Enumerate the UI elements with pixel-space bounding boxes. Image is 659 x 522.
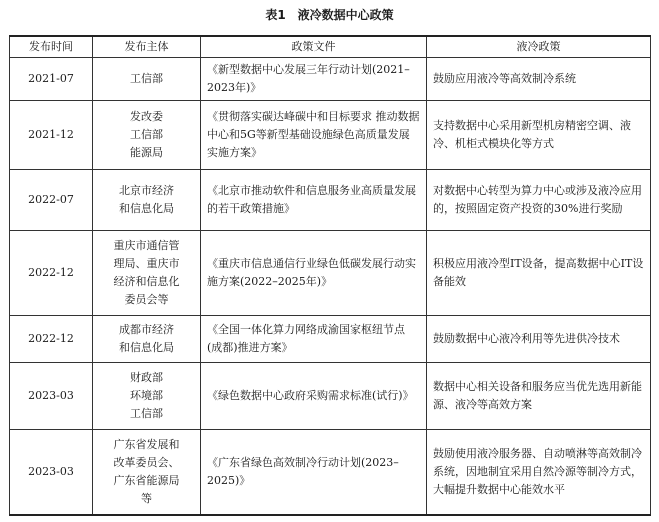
cell-document: 《贯彻落实碳达峰碳中和目标要求 推动数据中心和5G等新型基础设施绿色高质量发展实施方案》 [201,101,427,170]
cell-policy: 鼓励应用液冷等高效制冷系统 [427,58,651,101]
cell-issuer: 重庆市通信管 理局、重庆市 经济和信息化 委员会等 [93,231,201,316]
cell-issuer: 北京市经济 和信息化局 [93,170,201,231]
header-issuer: 发布主体 [93,36,201,58]
table-row [10,430,651,516]
cell-date: 2023-03 [10,430,93,516]
cell-policy: 鼓励使用液冷服务器、自动喷淋等高效制冷系统，因地制宜采用自然冷源等制冷方式，大幅提升数据中心能效水平 [427,430,651,516]
cell-date: 2022-12 [10,316,93,363]
cell-issuer: 成都市经济 和信息化局 [93,316,201,363]
table-row [10,58,651,101]
cell-policy: 对数据中心转型为算力中心或涉及液冷应用的，按照固定资产投资的30%进行奖励 [427,170,651,231]
table-row [10,363,651,430]
cell-issuer: 财政部 环境部 工信部 [93,363,201,430]
policy-table [9,35,651,516]
table-row [10,316,651,363]
cell-issuer: 发改委 工信部 能源局 [93,101,201,170]
cell-document: 《重庆市信息通信行业绿色低碳发展行动实施方案(2022–2025年)》 [201,231,427,316]
table-caption: 表1 液冷数据中心政策 [265,8,394,22]
cell-document: 《全国一体化算力网络成渝国家枢纽节点(成都)推进方案》 [201,316,427,363]
cell-date: 2021-12 [10,101,93,170]
header-policy: 液冷政策 [427,36,651,58]
cell-date: 2022-07 [10,170,93,231]
table-header-row [10,36,651,58]
cell-policy: 数据中心相关设备和服务应当优先选用新能源、液冷等高效方案 [427,363,651,430]
table-row [10,101,651,170]
cell-date: 2022-12 [10,231,93,316]
cell-date: 2023-03 [10,363,93,430]
cell-document: 《新型数据中心发展三年行动计划(2021–2023年)》 [201,58,427,101]
header-date: 发布时间 [10,36,93,58]
cell-document: 《广东省绿色高效制冷行动计划(2023–2025)》 [201,430,427,516]
cell-issuer: 工信部 [93,58,201,101]
table-row [10,231,651,316]
table-row [10,170,651,231]
cell-policy: 积极应用液冷型IT设备，提高数据中心IT设备能效 [427,231,651,316]
cell-issuer: 广东省发展和 改革委员会、 广东省能源局 等 [93,430,201,516]
header-document: 政策文件 [201,36,427,58]
cell-document: 《北京市推动软件和信息服务业高质量发展的若干政策措施》 [201,170,427,231]
cell-policy: 支持数据中心采用新型机房精密空调、液冷、机柜式模块化等方式 [427,101,651,170]
cell-document: 《绿色数据中心政府采购需求标准(试行)》 [201,363,427,430]
cell-policy: 鼓励数据中心液冷利用等先进供冷技术 [427,316,651,363]
cell-date: 2021-07 [10,58,93,101]
